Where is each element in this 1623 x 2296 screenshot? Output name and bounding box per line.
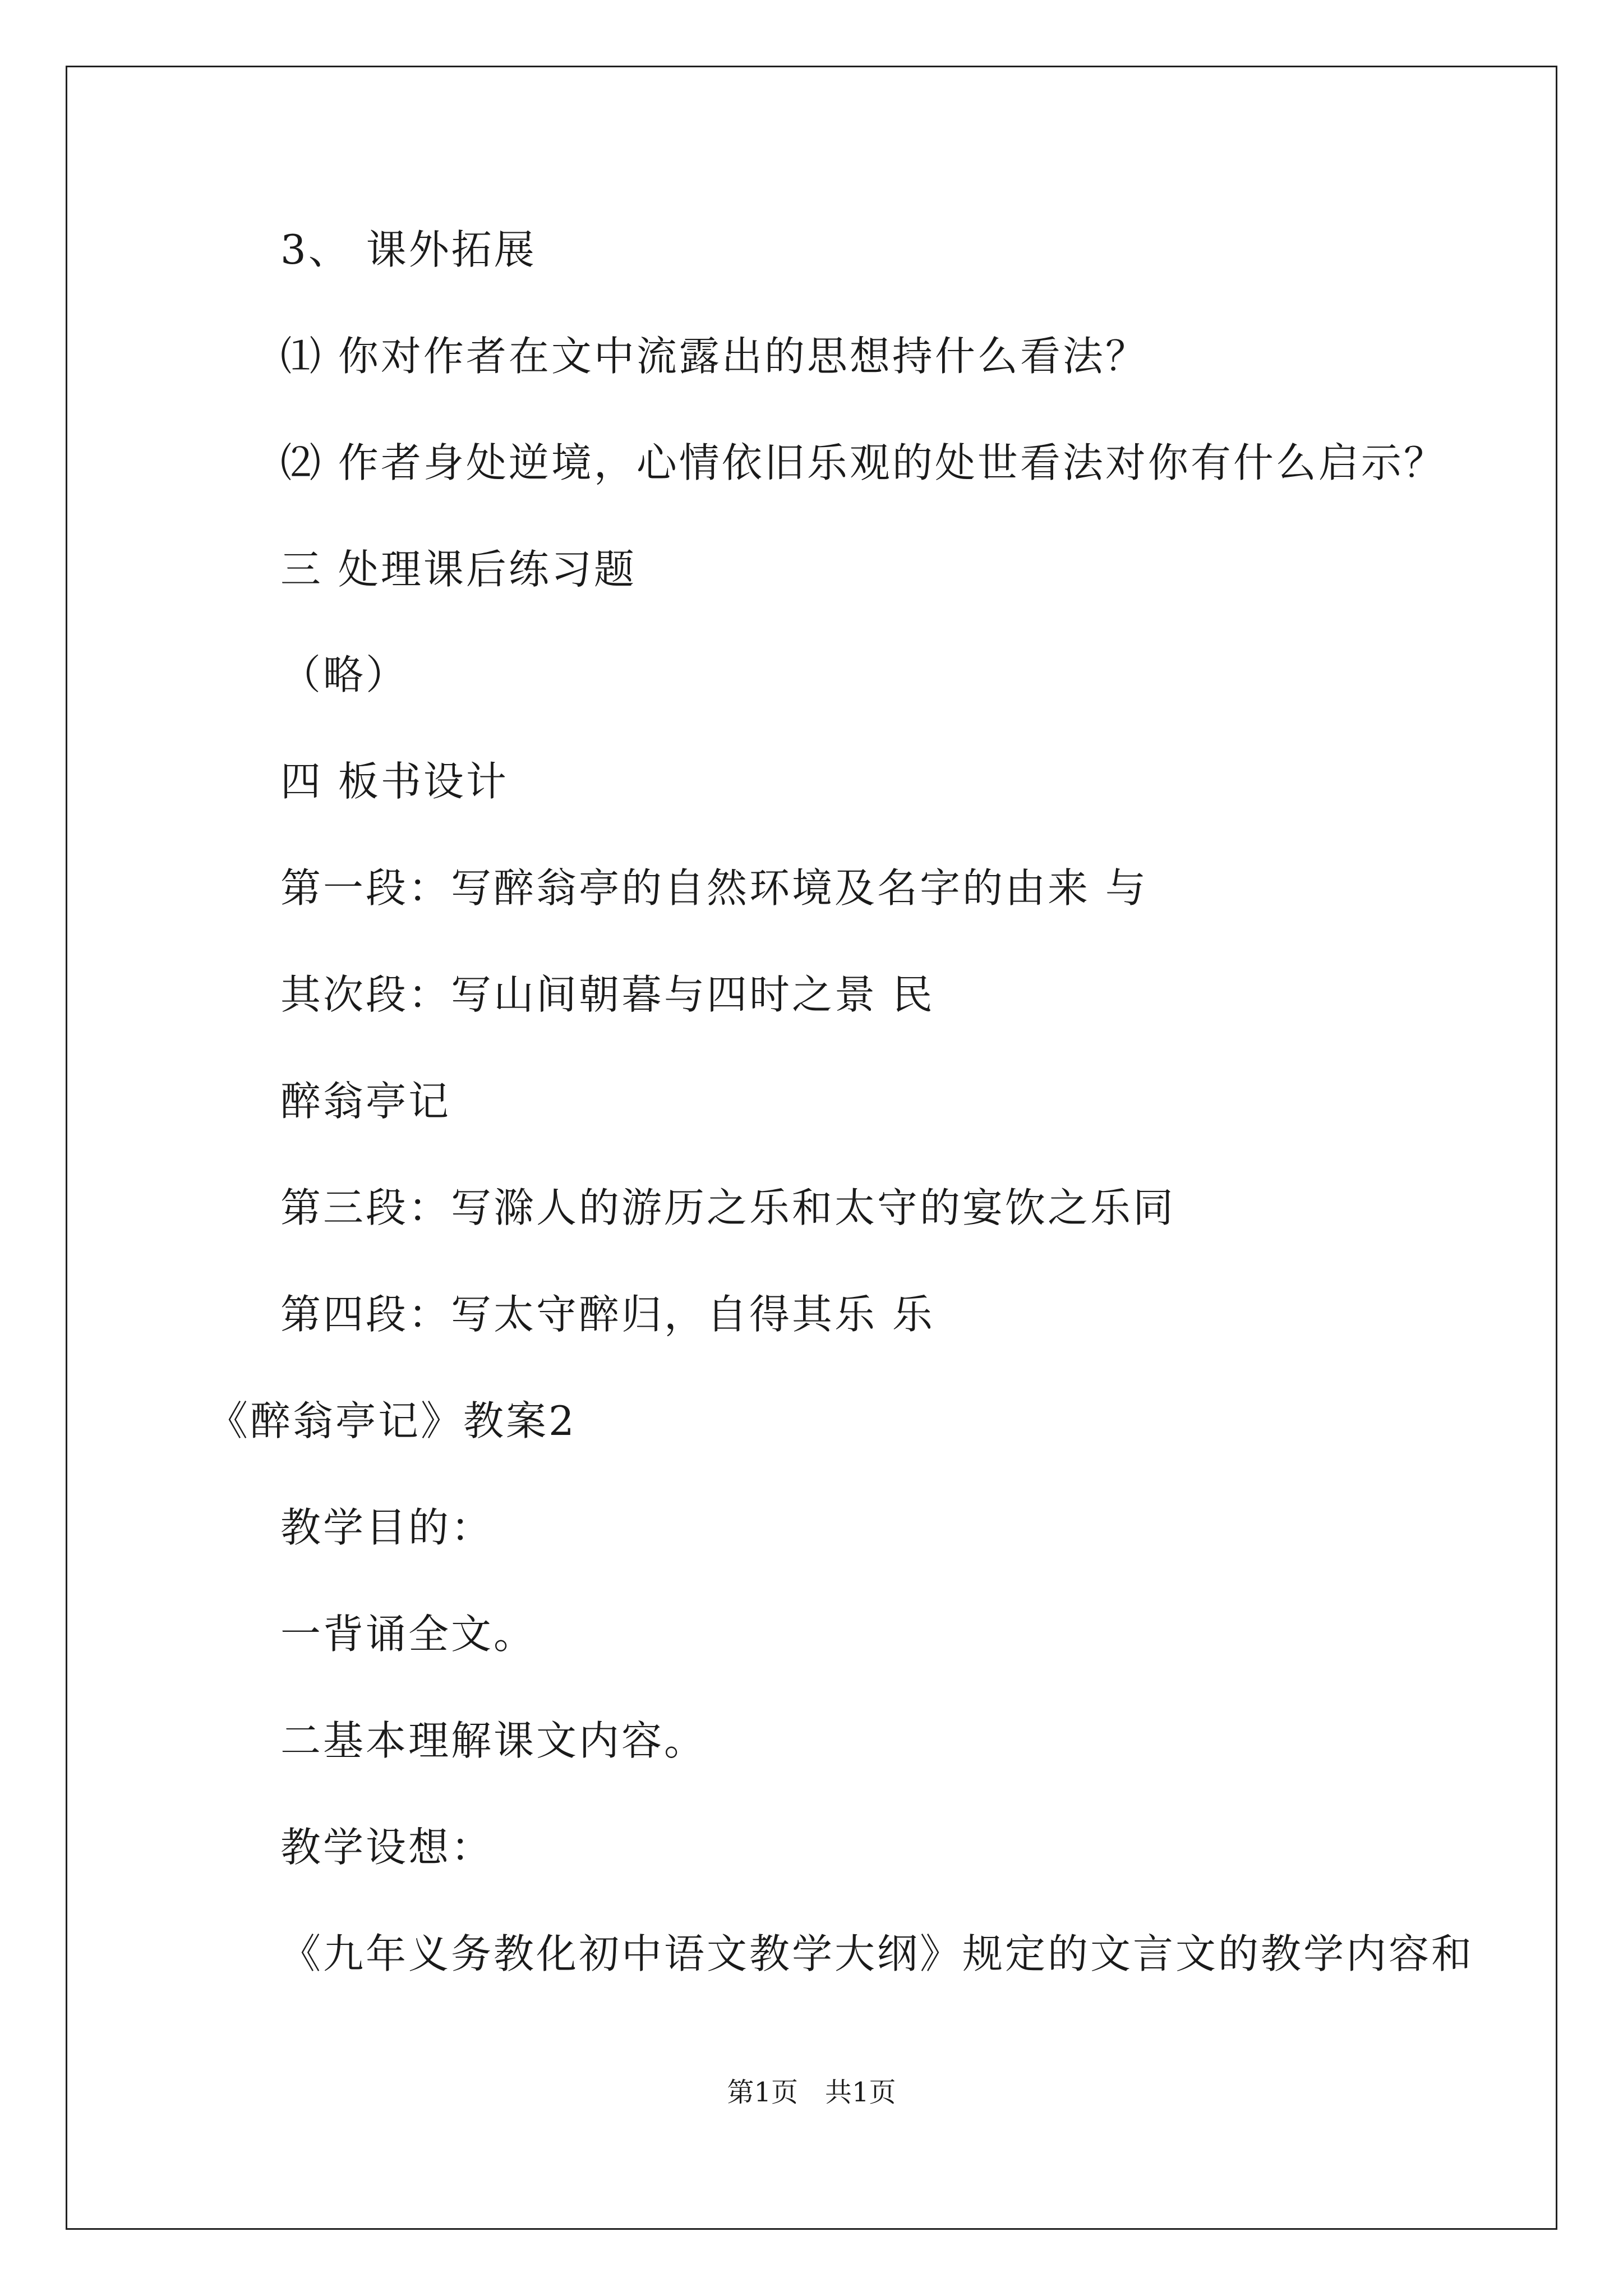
section-heading-board-design: 四 板书设计 bbox=[280, 758, 509, 805]
lesson-plan-title: 《醉翁亭记》教案2 bbox=[208, 1397, 577, 1444]
body-paragraph-start: 《九年义务教化初中语文教学大纲》规定的文言文的教学内容和 bbox=[280, 1930, 1474, 1977]
section-heading-exercises: 三 处理课后练习题 bbox=[280, 546, 637, 593]
question-2: ⑵ 作者身处逆境，心情依旧乐观的处世看法对你有什么启示？ bbox=[280, 439, 1446, 486]
goal-2: 二基本理解课文内容。 bbox=[280, 1717, 707, 1764]
teaching-ideas-heading: 教学设想： bbox=[280, 1824, 494, 1871]
board-title: 醉翁亭记 bbox=[280, 1078, 451, 1125]
omitted-note: （略） bbox=[280, 651, 409, 698]
board-line-2: 其次段：写山间朝暮与四时之景 民 bbox=[280, 971, 935, 1018]
goal-1: 一背诵全文。 bbox=[280, 1611, 537, 1658]
teaching-goals-heading: 教学目的： bbox=[280, 1504, 494, 1551]
section-heading-extension: 3、 课外拓展 bbox=[280, 226, 537, 273]
board-line-4: 第四段：写太守醉归，自得其乐 乐 bbox=[280, 1291, 935, 1338]
board-line-1: 第一段：写醉翁亭的自然环境及名字的由来 与 bbox=[280, 864, 1148, 912]
page-footer: 第1页 共1页 bbox=[727, 2077, 896, 2108]
page-border bbox=[66, 66, 1557, 2230]
question-1: ⑴ 你对作者在文中流露出的思想持什么看法？ bbox=[280, 333, 1148, 380]
board-line-3: 第三段：写滁人的游历之乐和太守的宴饮之乐同 bbox=[280, 1184, 1176, 1231]
